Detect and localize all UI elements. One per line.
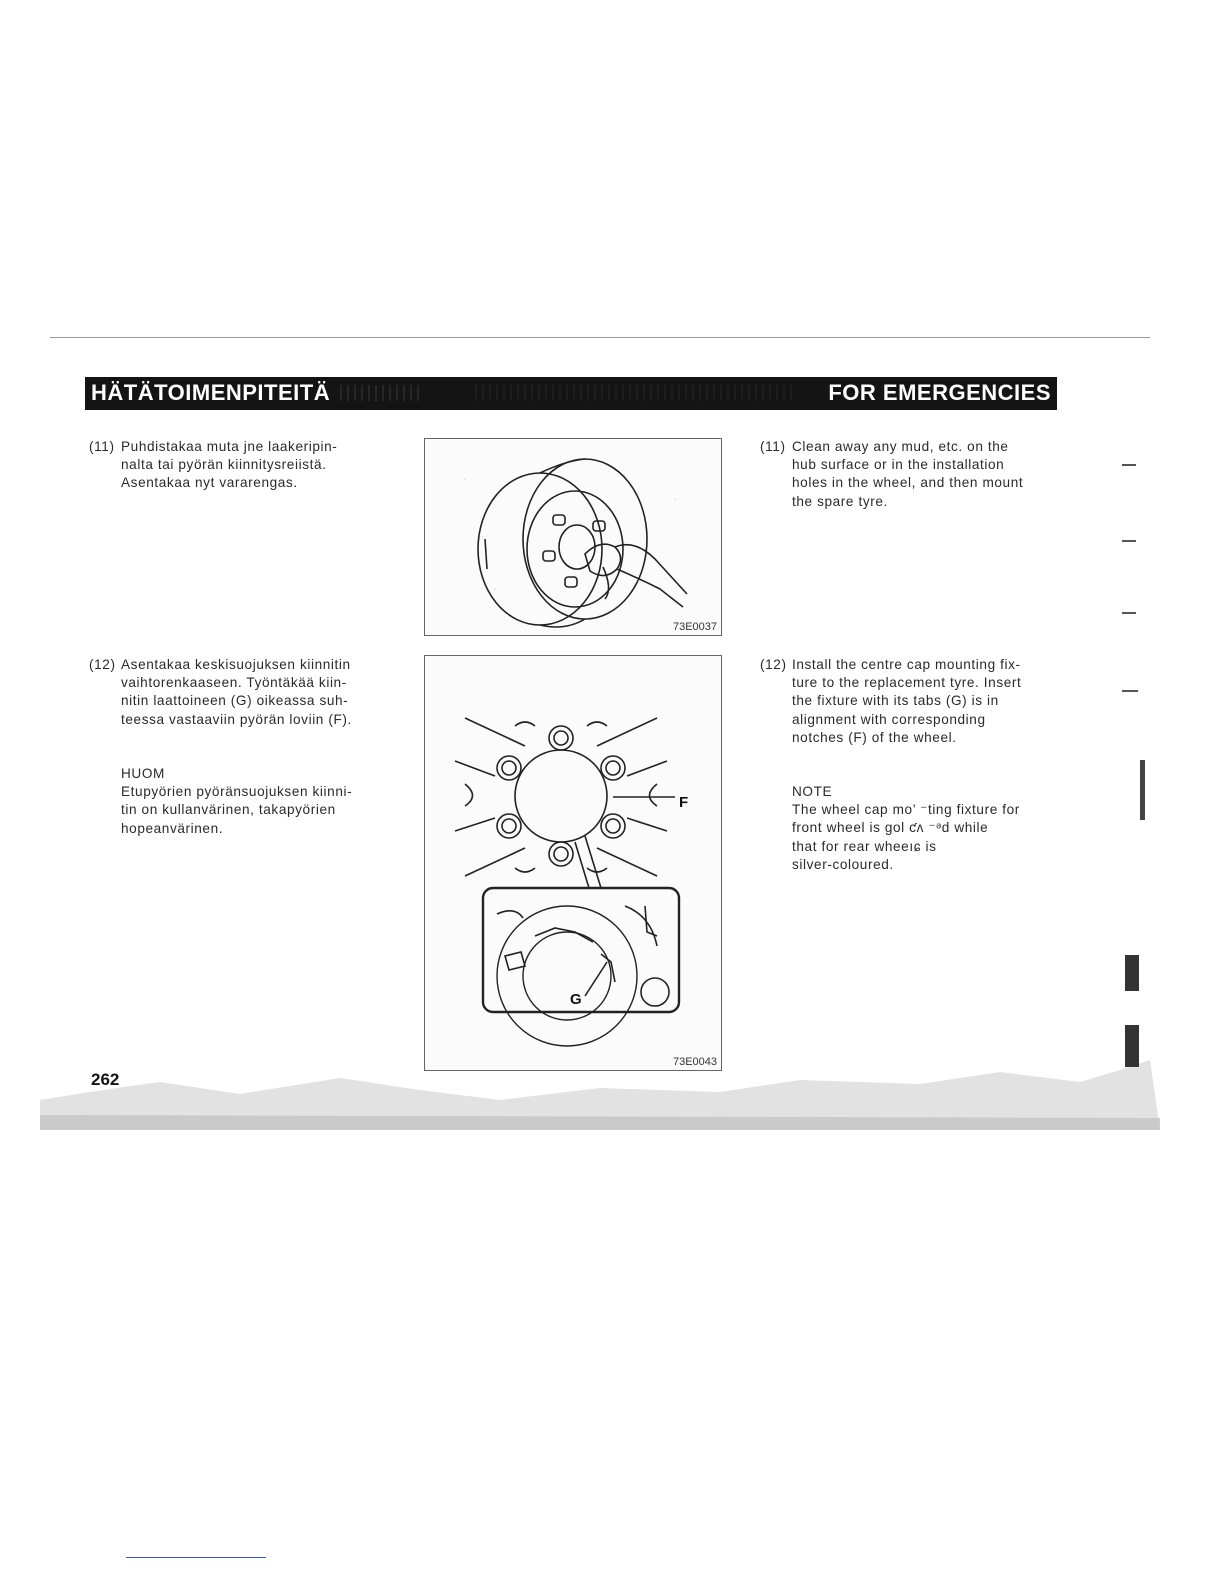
text-line: Asentakaa nyt vararengas.	[121, 475, 298, 491]
edge-mark	[1122, 464, 1136, 466]
figure-centre-cap-fixture	[424, 655, 722, 1071]
text-line: notches (F) of the wheel.	[792, 729, 957, 745]
note-heading: HUOM	[121, 766, 165, 781]
text-line: Install the centre cap mounting fix-	[792, 657, 1021, 672]
bottom-underline	[126, 1557, 266, 1558]
scan-edge-shading	[40, 1060, 1160, 1130]
wheel-fixture-illustration	[425, 656, 721, 1070]
edge-mark	[1122, 690, 1138, 692]
edge-mark	[1125, 955, 1139, 991]
edge-mark	[1122, 612, 1136, 614]
step-number: (12)	[760, 657, 787, 672]
text-line: Clean away any mud, etc. on the	[792, 439, 1009, 454]
text-line: vaihtorenkaaseen. Työntäkää kiin-	[121, 675, 347, 691]
text-line: hopeanvärinen.	[121, 820, 224, 836]
note-heading: NOTE	[792, 784, 833, 799]
header-texture	[475, 385, 795, 401]
text-line: alignment with corresponding	[792, 711, 986, 727]
text-line: silver-coloured.	[792, 856, 894, 872]
header-title-fi: HÄTÄTOIMENPITEITÄ	[91, 380, 331, 405]
figure-code: 73E0043	[672, 1056, 717, 1068]
edge-mark	[1125, 1025, 1139, 1067]
text-line: the spare tyre.	[792, 493, 888, 509]
wheel-hub-illustration	[425, 439, 721, 635]
text-line: front wheel is gol ƈʌ ⁻ᵊd while	[792, 820, 989, 836]
label-f: F	[679, 794, 689, 811]
en-note	[792, 783, 1056, 874]
fi-step-12	[89, 656, 391, 729]
text-line: teessa vastaaviin pyörän loviin (F).	[121, 711, 352, 727]
label-g: G	[570, 991, 582, 1008]
en-step-11	[760, 438, 1056, 511]
text-line: nalta tai pyörän kiinnitysreiistä.	[121, 457, 327, 473]
fi-note	[121, 765, 391, 838]
page-number: 262	[91, 1070, 120, 1089]
text-line: tin on kullanvärinen, takapyörien	[121, 802, 336, 818]
figure-hub-cleaning	[424, 438, 722, 636]
text-line: hub surface or in the installation	[792, 457, 1005, 473]
text-line: that for rear wheеıɕ is	[792, 838, 937, 854]
header-title-en: FOR EMERGENCIES	[828, 380, 1051, 405]
header-texture	[340, 385, 420, 401]
text-line: ture to the replacement tyre. Insert	[792, 675, 1022, 691]
text-line: Asentakaa keskisuojuksen kiinnitin	[121, 657, 351, 672]
text-line: Etupyörien pyöränsuojuksen kiinni-	[121, 784, 353, 800]
text-line: the fixture with its tabs (G) is in	[792, 693, 999, 709]
top-rule	[50, 337, 1150, 338]
edge-mark	[1122, 540, 1136, 542]
section-header-bar	[85, 377, 1057, 410]
step-number: (11)	[89, 439, 115, 454]
fi-step-11	[89, 438, 391, 493]
text-line: The wheel cap mo’ ⁻ting fixture for	[792, 802, 1020, 818]
figure-code: 73E0037	[672, 621, 717, 633]
text-line: Puhdistakaa muta jne laakeripin-	[121, 439, 338, 454]
step-number: (11)	[760, 439, 786, 454]
en-step-12	[760, 656, 1056, 747]
step-number: (12)	[89, 657, 116, 672]
text-line: holes in the wheel, and then mount	[792, 475, 1024, 491]
text-line: nitin laattoineen (G) oikeassa suh-	[121, 693, 349, 709]
edge-mark	[1140, 760, 1145, 820]
